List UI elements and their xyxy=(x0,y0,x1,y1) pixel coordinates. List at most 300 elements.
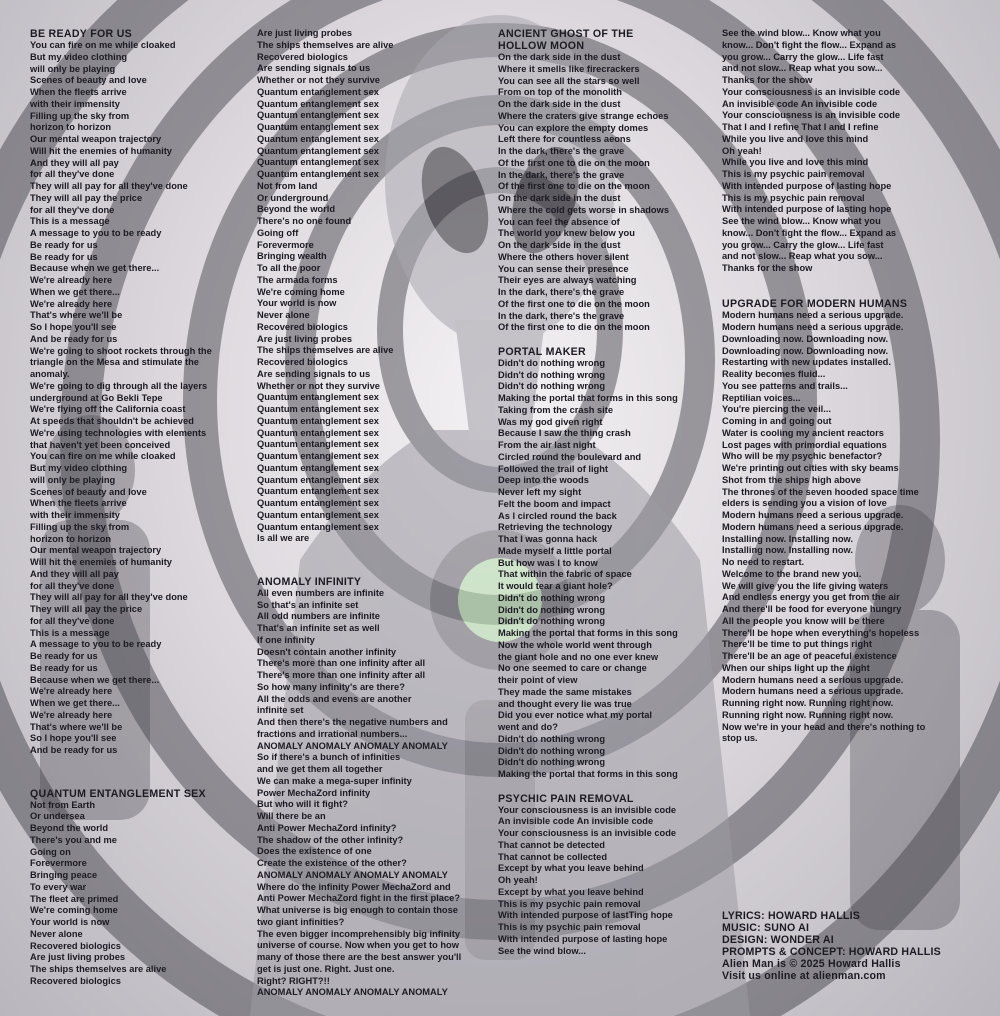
lyric-line: their point of view xyxy=(498,675,578,685)
lyric-line: Downloading now. Downloading now. xyxy=(722,333,889,344)
lyric-line: Not from land xyxy=(257,180,318,191)
lyric-line: We're going to shoot rockets through the xyxy=(30,345,212,356)
lyric-line: Didn't do nothing wrong xyxy=(498,381,606,392)
lyric-line: Recovered biologics xyxy=(257,321,348,332)
lyric-line: universe of course. Now when you get to how xyxy=(257,940,459,951)
lyric-line: with their immensity xyxy=(30,98,120,109)
lyric-line: On the dark side in the dust xyxy=(498,52,621,62)
lyric-line: Power MechaZord infinity xyxy=(257,787,371,798)
lyric-line: When our ships light up the night xyxy=(722,662,870,673)
lyric-line: Modern humans need a serious upgrade. xyxy=(722,686,904,697)
lyric-line: And then there's the negative numbers and xyxy=(257,717,448,727)
lyrics-column-4 xyxy=(722,28,967,745)
lyric-line: Bringing wealth xyxy=(257,251,327,262)
lyric-line: Forevermore xyxy=(30,858,87,869)
lyric-line: Your consciousness is an invisible code xyxy=(498,828,677,838)
song-title: HOLLOW MOON xyxy=(498,40,585,52)
lyric-line: Thanks for the show xyxy=(722,75,813,85)
lyric-line: for all they've done xyxy=(30,169,115,180)
lyric-line: Scenes of beauty and love xyxy=(30,75,147,86)
lyric-line: They will all pay for all they've done xyxy=(30,181,188,191)
lyric-line: As I circled round the back xyxy=(498,510,617,521)
lyric-line: Quantum entanglement sex xyxy=(257,169,379,179)
lyrics-column-3 xyxy=(498,28,743,957)
lyric-line: Running right now. Running right now. xyxy=(722,698,894,708)
lyric-line: The ships themselves are alive xyxy=(257,345,394,356)
lyric-line: ANOMALY ANOMALY ANOMALY ANOMALY xyxy=(257,987,448,998)
lyric-line: So if there's a bunch of infinities xyxy=(257,752,401,763)
lyric-line: Quantum entanglement sex xyxy=(257,98,379,109)
lyric-line: Doesn't contain another infinity xyxy=(257,646,397,657)
lyric-line: Not from Earth xyxy=(30,799,96,810)
lyric-line: You can fire on me while cloaked xyxy=(30,40,176,50)
lyric-line: Never alone xyxy=(257,310,310,320)
lyric-line: That within the fabric of space xyxy=(498,569,632,580)
lyric-line: Be ready for us xyxy=(30,662,98,673)
lyric-line: Scenes of beauty and love xyxy=(30,486,147,497)
lyric-line: We're coming home xyxy=(257,286,345,297)
lyric-line: Didn't do nothing wrong xyxy=(498,369,606,380)
lyric-line: Because I saw the thing crash xyxy=(498,428,631,439)
lyric-line: We can make a mega-super infinity xyxy=(257,775,412,786)
credit-prompts: PROMPTS & CONCEPT: HOWARD HALLIS xyxy=(722,946,941,958)
lyric-line: See the wind blow... Know what you xyxy=(722,216,881,226)
lyric-line: Our mental weapon trajectory xyxy=(30,134,162,144)
lyric-line: Where the others hover silent xyxy=(498,251,629,262)
lyric-line: get is just one. Right. Just one. xyxy=(257,963,395,974)
lyric-line: Now we're in your head and there's nothing to xyxy=(722,721,926,732)
song-lyrics xyxy=(498,52,743,334)
lyric-line: Lost pages with primordial equations xyxy=(722,439,887,450)
lyric-line: Your world is now xyxy=(30,917,110,927)
lyric-line: From on top of the monolith xyxy=(498,87,622,98)
lyric-line: horizon to horizon xyxy=(30,122,112,133)
lyrics-column-1 xyxy=(30,28,275,988)
lyric-line: Where the cold gets worse in shadows xyxy=(498,204,669,215)
lyric-line: Quantum entanglement sex xyxy=(257,157,379,168)
lyric-line: Modern humans need a serious upgrade. xyxy=(722,674,904,685)
lyric-line: We're already here xyxy=(30,709,113,720)
lyric-line: The shadow of the other infinity? xyxy=(257,834,404,845)
lyric-line: All the odds and evens are another xyxy=(257,693,412,704)
lyric-line: Deep into the woods xyxy=(498,475,589,486)
lyric-line: With intended purpose of lasting hope xyxy=(722,204,892,215)
lyric-line: Anti Power MechaZord fight in the first place? xyxy=(257,893,460,904)
credit-design: DESIGN: WONDER AI xyxy=(722,934,834,946)
lyric-line: We will give you the life giving waters xyxy=(722,580,889,591)
lyric-line: Of the first one to die on the moon xyxy=(498,157,650,168)
song-lyrics-continued xyxy=(257,28,502,545)
lyric-line: We're coming home xyxy=(30,905,118,916)
lyric-line: Modern humans need a serious upgrade. xyxy=(722,521,904,532)
lyric-line: with their immensity xyxy=(30,510,120,520)
lyric-line: Didn't do nothing wrong xyxy=(498,592,606,603)
lyric-line: This is a message xyxy=(30,627,110,638)
lyric-line: To all the poor xyxy=(257,263,321,273)
lyric-line: We're flying off the California coast xyxy=(30,404,186,415)
lyric-line: and not slow... Reap what you sow... xyxy=(722,251,883,262)
lyric-line: Will hit the enemies of humanity xyxy=(30,557,172,567)
lyric-line: ANOMALY ANOMALY ANOMALY ANOMALY xyxy=(257,740,448,751)
lyric-line: In the dark, there's the grave xyxy=(498,146,625,156)
lyric-line: In the dark, there's the grave xyxy=(498,287,625,297)
lyric-line: And be ready for us xyxy=(30,333,118,344)
lyric-line: Of the first one to die on the moon xyxy=(498,181,650,192)
lyric-line: Is all we are xyxy=(257,533,310,544)
lyric-line: Are just living probes xyxy=(30,952,126,963)
lyric-line: But who will it fight? xyxy=(257,799,348,810)
lyric-line: ANOMALY ANOMALY ANOMALY ANOMALY xyxy=(257,869,448,880)
lyric-line: Or underground xyxy=(257,192,329,203)
lyric-line: Be ready for us xyxy=(30,251,98,262)
song-lyrics xyxy=(30,40,275,757)
credit-lyrics: LYRICS: HOWARD HALLIS xyxy=(722,910,860,922)
lyric-line: Retrieving the technology xyxy=(498,522,613,533)
lyric-line: When the fleets arrive xyxy=(30,87,127,97)
lyric-line: will only be playing xyxy=(30,474,116,485)
song-lyrics xyxy=(722,310,967,745)
lyric-line: We're printing out cities with sky beams xyxy=(722,463,899,473)
lyric-line: That I was gonna hack xyxy=(498,534,598,544)
lyric-line: The fleet are primed xyxy=(30,893,119,904)
song-title: UPGRADE FOR MODERN HUMANS xyxy=(722,298,908,311)
lyric-line: for all they've done xyxy=(30,580,115,591)
lyric-line: That's an infinite set as well xyxy=(257,623,380,633)
lyric-line: So how many infinity's are there? xyxy=(257,681,405,692)
lyric-line: Shot from the ships high above xyxy=(722,474,861,485)
lyric-line: At speeds that shouldn't be achieved xyxy=(30,416,194,426)
lyric-line: No one seemed to care or change xyxy=(498,663,647,674)
song-lyrics-continued xyxy=(722,28,967,275)
lyric-line: While you live and love this mind xyxy=(722,157,869,168)
lyric-line: Didn't do nothing wrong xyxy=(498,604,606,615)
lyric-line: Are just living probes xyxy=(257,28,353,38)
lyric-line: Never alone xyxy=(30,928,83,939)
lyric-line: Whether or not they survive xyxy=(257,380,380,391)
lyric-line: All the people you know will be there xyxy=(722,615,885,626)
lyric-line: triangle on the Mesa and stimulate the xyxy=(30,357,199,368)
credits-block xyxy=(722,910,982,982)
lyric-line: two giant infinities? xyxy=(257,916,345,927)
lyric-line: You see patterns and trails... xyxy=(722,380,848,391)
lyric-line: If one infinity xyxy=(257,634,315,645)
lyric-line: When we get there... xyxy=(30,698,120,708)
lyric-line: Running right now. Running right now. xyxy=(722,709,894,720)
lyric-line: Their eyes are always watching xyxy=(498,275,637,286)
lyric-line: will only be playing xyxy=(30,63,116,74)
lyric-line: But my video clothing xyxy=(30,51,128,62)
lyric-line: Will there be an xyxy=(257,811,326,821)
lyric-line: That cannot be collected xyxy=(498,851,607,862)
lyric-line: There'll be hope when everything's hopeless xyxy=(722,627,920,638)
lyric-line: Our mental weapon trajectory xyxy=(30,545,162,556)
lyric-line: Quantum entanglement sex xyxy=(257,521,379,532)
lyric-line: for all they've done xyxy=(30,204,115,215)
song-lyrics xyxy=(257,588,502,999)
lyric-line: for all they've done xyxy=(30,615,115,626)
lyric-line: You can feel the absence of xyxy=(498,216,620,227)
lyric-line: Be ready for us xyxy=(30,239,98,250)
lyric-line: Are sending signals to us xyxy=(257,368,371,379)
lyric-line: Making the portal that forms in this song xyxy=(498,769,678,779)
lyric-line: Quantum entanglement sex xyxy=(257,122,379,132)
lyric-line: Quantum entanglement sex xyxy=(257,451,379,461)
lyric-line: That's where we'll be xyxy=(30,310,123,321)
lyric-line: They will all pay for all they've done xyxy=(30,592,188,603)
lyric-line: Quantum entanglement sex xyxy=(257,110,379,121)
lyric-line: Did you ever notice what my portal xyxy=(498,710,652,721)
lyric-line: There's more than one infinity after all xyxy=(257,658,426,669)
lyric-line: elders is sending you a vision of love xyxy=(722,498,887,509)
lyric-line: Oh yeah! xyxy=(498,875,538,885)
lyric-line: and thought every lie was true xyxy=(498,698,632,709)
lyric-line: Your consciousness is an invisible code xyxy=(498,804,677,815)
lyric-line: Are sending signals to us xyxy=(257,63,371,74)
song-lyrics xyxy=(498,358,743,781)
lyric-line: A message to you to be ready xyxy=(30,228,162,238)
song-lyrics xyxy=(30,800,275,988)
lyric-line: Downloading now. Downloading now. xyxy=(722,345,889,356)
lyric-line: Bringing peace xyxy=(30,870,98,880)
credit-music: MUSIC: SUNO AI xyxy=(722,922,810,934)
lyric-line: and we get them all together xyxy=(257,764,383,774)
lyric-line: That I and I refine That I and I refine xyxy=(722,122,879,132)
lyric-line: See the wind blow... Know what you xyxy=(722,28,881,38)
lyric-line: You can fire on me while cloaked xyxy=(30,451,176,462)
lyric-line: And be ready for us xyxy=(30,745,118,755)
lyric-line: The ships themselves are alive xyxy=(257,39,394,50)
lyric-line: This is my psychic pain removal xyxy=(722,169,865,179)
lyric-line: A message to you to be ready xyxy=(30,639,162,650)
lyric-line: So I hope you'll see xyxy=(30,322,117,332)
lyric-line: They will all pay the price xyxy=(30,604,143,614)
lyric-line: On the dark side in the dust xyxy=(498,193,621,203)
lyric-line: Taking from the crash site xyxy=(498,404,614,415)
lyric-line: Who will be my psychic benefactor? xyxy=(722,451,883,462)
lyric-line: They made the same mistakes xyxy=(498,686,632,697)
lyric-line: the giant hole and no one ever knew xyxy=(498,651,659,662)
lyric-line: Where do the infinity Power MechaZord and xyxy=(257,881,451,892)
lyric-line: Felt the boom and impact xyxy=(498,498,611,509)
lyric-line: Your world is now xyxy=(257,298,337,309)
lyric-line: know... Don't fight the flow... Expand as xyxy=(722,227,897,238)
lyric-line: The world you knew below you xyxy=(498,228,635,239)
lyric-line: The armada forms xyxy=(257,274,338,285)
lyric-line: Create the existence of the other? xyxy=(257,858,407,868)
lyric-line: We're already here xyxy=(30,275,113,285)
lyric-line: And they will all pay xyxy=(30,157,119,168)
lyric-line: Recovered biologics xyxy=(257,51,348,62)
lyric-line: So I hope you'll see xyxy=(30,733,117,744)
lyric-line: Going on xyxy=(30,846,71,857)
lyric-line: That's where we'll be xyxy=(30,721,123,732)
lyric-line: Quantum entanglement sex xyxy=(257,439,379,450)
lyric-line: stop us. xyxy=(722,733,758,744)
lyric-line: In the dark, there's the grave xyxy=(498,310,625,321)
lyric-line: There'll be an age of peaceful existence xyxy=(722,651,897,661)
lyric-line: An invisible code An invisible code xyxy=(498,816,654,827)
song-title: ANOMALY INFINITY xyxy=(257,575,362,588)
lyric-line: Be ready for us xyxy=(30,651,98,661)
lyric-line: and not slow... Reap what you sow... xyxy=(722,63,883,74)
lyric-line: Didn't do nothing wrong xyxy=(498,616,606,627)
lyric-line: When we get there... xyxy=(30,286,120,297)
lyric-line: We're using technologies with elements xyxy=(30,427,207,438)
lyric-line: An invisible code An invisible code xyxy=(722,98,878,109)
lyric-line: Quantum entanglement sex xyxy=(257,392,379,403)
lyric-line: There's you and me xyxy=(30,834,117,845)
lyric-line: There'll be time to put things right xyxy=(722,639,872,650)
lyric-line: Restarting with new updates installed. xyxy=(722,357,891,368)
lyric-line: anomaly. xyxy=(30,369,70,379)
lyric-line: Quantum entanglement sex xyxy=(257,86,379,97)
lyric-line: This is a message xyxy=(30,216,110,227)
lyric-line: On the dark side in the dust xyxy=(498,240,621,250)
lyric-line: Your consciousness is an invisible code xyxy=(722,86,901,97)
credit-copyright: Alien Man is © 2025 Howard Hallis xyxy=(722,958,901,970)
lyric-line: many of those there are the best answer you'll xyxy=(257,952,462,962)
lyric-line: Where the craters give strange echoes xyxy=(498,110,669,121)
lyric-line: Left there for countless aeons xyxy=(498,134,631,145)
lyric-line: With intended purpose of lasting hope xyxy=(722,180,892,191)
lyric-line: Where it smells like firecrackers xyxy=(498,63,640,74)
lyric-line: Welcome to the brand new you. xyxy=(722,568,862,579)
lyric-line: To every war xyxy=(30,881,87,892)
lyric-line: Coming in and going out xyxy=(722,416,832,426)
lyric-line: There's more than one infinity after all xyxy=(257,670,426,680)
lyric-line: With intended purpose of lastTing hope xyxy=(498,910,673,921)
lyric-line: Your consciousness is an invisible code xyxy=(722,110,901,121)
lyric-line: It would tear a giant hole? xyxy=(498,581,613,591)
lyric-line: Or undersea xyxy=(30,811,85,822)
lyric-line: Didn't do nothing wrong xyxy=(498,745,606,756)
website-link[interactable]: Visit us online at alienman.com xyxy=(722,970,886,982)
lyric-line: Except by what you leave behind xyxy=(498,886,644,897)
lyric-line: Thanks for the show xyxy=(722,263,813,273)
lyric-line: you grow... Carry the glow... Life fast xyxy=(722,239,884,250)
lyric-line: Modern humans need a serious upgrade. xyxy=(722,310,904,321)
lyric-line: Because when we get there... xyxy=(30,674,160,685)
lyric-line: Oh yeah! xyxy=(722,145,762,156)
lyric-line: Making the portal that forms in this song xyxy=(498,628,678,638)
lyric-line: Installing now. Installing now. xyxy=(722,545,854,556)
lyric-line: See the wind blow... xyxy=(498,945,586,956)
lyric-line: infinite set xyxy=(257,705,304,716)
lyric-line: You can sense their presence xyxy=(498,263,629,274)
lyric-line: Installing now. Installing now. xyxy=(722,533,854,544)
lyric-line: You can see all the stars so well xyxy=(498,75,640,86)
lyric-line: And there'll be food for everyone hungry xyxy=(722,604,902,614)
song-lyrics xyxy=(498,805,743,958)
lyric-line: So that's an infinite set xyxy=(257,599,359,610)
lyric-line: Quantum entanglement sex xyxy=(257,415,379,426)
lyric-line: Followed the trail of light xyxy=(498,463,609,474)
lyric-line: Didn't do nothing wrong xyxy=(498,757,606,768)
lyric-line: There's no one found xyxy=(257,216,352,226)
lyric-line: Quantum entanglement sex xyxy=(257,462,379,473)
lyric-line: But my video clothing xyxy=(30,463,128,473)
song-title: QUANTUM ENTANGLEMENT SEX xyxy=(30,787,206,800)
lyric-line: Beyond the world xyxy=(257,204,335,215)
song-title: BE READY FOR US xyxy=(30,28,133,40)
lyric-line: This is my psychic pain removal xyxy=(722,192,865,203)
lyric-line: Was my god given right xyxy=(498,416,603,427)
lyric-line: What universe is big enough to contain those xyxy=(257,905,458,915)
lyric-line: know... Don't fight the flow... Expand as xyxy=(722,39,897,50)
lyric-line: Modern humans need a serious upgrade. xyxy=(722,322,904,332)
lyric-line: Recovered biologics xyxy=(30,975,121,986)
lyric-line: Filling up the sky from xyxy=(30,110,130,121)
lyric-line: Reality becomes fluid... xyxy=(722,369,826,379)
lyric-line: that haven't yet been conceived xyxy=(30,439,171,450)
lyric-line: horizon to horizon xyxy=(30,533,112,544)
lyric-line: But how was I to know xyxy=(498,557,598,568)
lyric-line: On the dark side in the dust xyxy=(498,99,621,109)
lyric-line: Never left my sight xyxy=(498,487,582,497)
lyric-line: went and do? xyxy=(498,722,558,732)
lyric-line: We're going to dig through all the layers xyxy=(30,380,208,391)
lyric-line: And endless energy you get from the air xyxy=(722,592,900,603)
song-title: PSYCHIC PAIN REMOVAL xyxy=(498,792,634,805)
lyric-line: Quantum entanglement sex xyxy=(257,498,379,508)
lyric-line: When the fleets arrive xyxy=(30,498,127,509)
lyric-line: Modern humans need a serious upgrade. xyxy=(722,510,904,520)
lyric-line: Didn't do nothing wrong xyxy=(498,357,606,368)
lyric-line: You can explore the empty domes xyxy=(498,122,649,133)
lyric-line: The even bigger incomprehensibly big infinity xyxy=(257,928,461,939)
lyric-line: This is my psychic pain removal xyxy=(498,922,641,932)
lyric-line: Quantum entanglement sex xyxy=(257,145,379,156)
lyric-line: Are just living probes xyxy=(257,333,353,344)
lyric-line: Filling up the sky from xyxy=(30,521,130,532)
lyric-line: Quantum entanglement sex xyxy=(257,133,379,144)
song-title: PORTAL MAKER xyxy=(498,345,586,358)
song-title: ANCIENT GHOST OF THE xyxy=(498,28,634,40)
lyric-line: We're already here xyxy=(30,686,113,697)
lyric-line: Made myself a little portal xyxy=(498,545,612,556)
lyric-line: You're piercing the veil... xyxy=(722,404,831,415)
lyric-line: They will all pay the price xyxy=(30,192,143,203)
lyric-line: From the air last night xyxy=(498,440,596,450)
lyrics-column-2 xyxy=(257,28,502,999)
lyric-line: Quantum entanglement sex xyxy=(257,509,379,520)
lyric-line: Will hit the enemies of humanity xyxy=(30,145,172,156)
lyric-line: No need to restart. xyxy=(722,557,805,567)
lyric-line: All odd numbers are infinite xyxy=(257,611,380,622)
lyric-line: That cannot be detected xyxy=(498,839,605,850)
lyric-line: And they will all pay xyxy=(30,568,119,579)
lyric-line: Circled round the boulevard and xyxy=(498,451,642,462)
lyric-line: Anti Power MechaZord infinity? xyxy=(257,822,397,833)
lyric-line: Didn't do nothing wrong xyxy=(498,733,606,744)
lyric-line: you grow... Carry the glow... Life fast xyxy=(722,51,884,62)
lyric-line: All even numbers are infinite xyxy=(257,587,385,598)
lyric-line: With intended purpose of lasting hope xyxy=(498,933,668,944)
lyric-line: underground at Go Bekli Tepe xyxy=(30,392,163,403)
lyric-line: Quantum entanglement sex xyxy=(257,427,379,438)
lyric-line: Recovered biologics xyxy=(257,357,348,367)
lyric-line: Because when we get there... xyxy=(30,263,160,274)
lyric-line: Making the portal that forms in this song xyxy=(498,393,678,403)
lyric-line: This is my psychic pain removal xyxy=(498,898,641,909)
lyric-line: Whether or not they survive xyxy=(257,75,380,85)
lyric-line: Of the first one to die on the moon xyxy=(498,322,650,333)
lyric-line: Right? RIGHT?!! xyxy=(257,975,330,986)
lyric-line: Recovered biologics xyxy=(30,940,121,951)
lyric-line: Forevermore xyxy=(257,239,314,250)
lyric-line: Beyond the world xyxy=(30,823,108,833)
lyric-line: In the dark, there's the grave xyxy=(498,169,625,180)
